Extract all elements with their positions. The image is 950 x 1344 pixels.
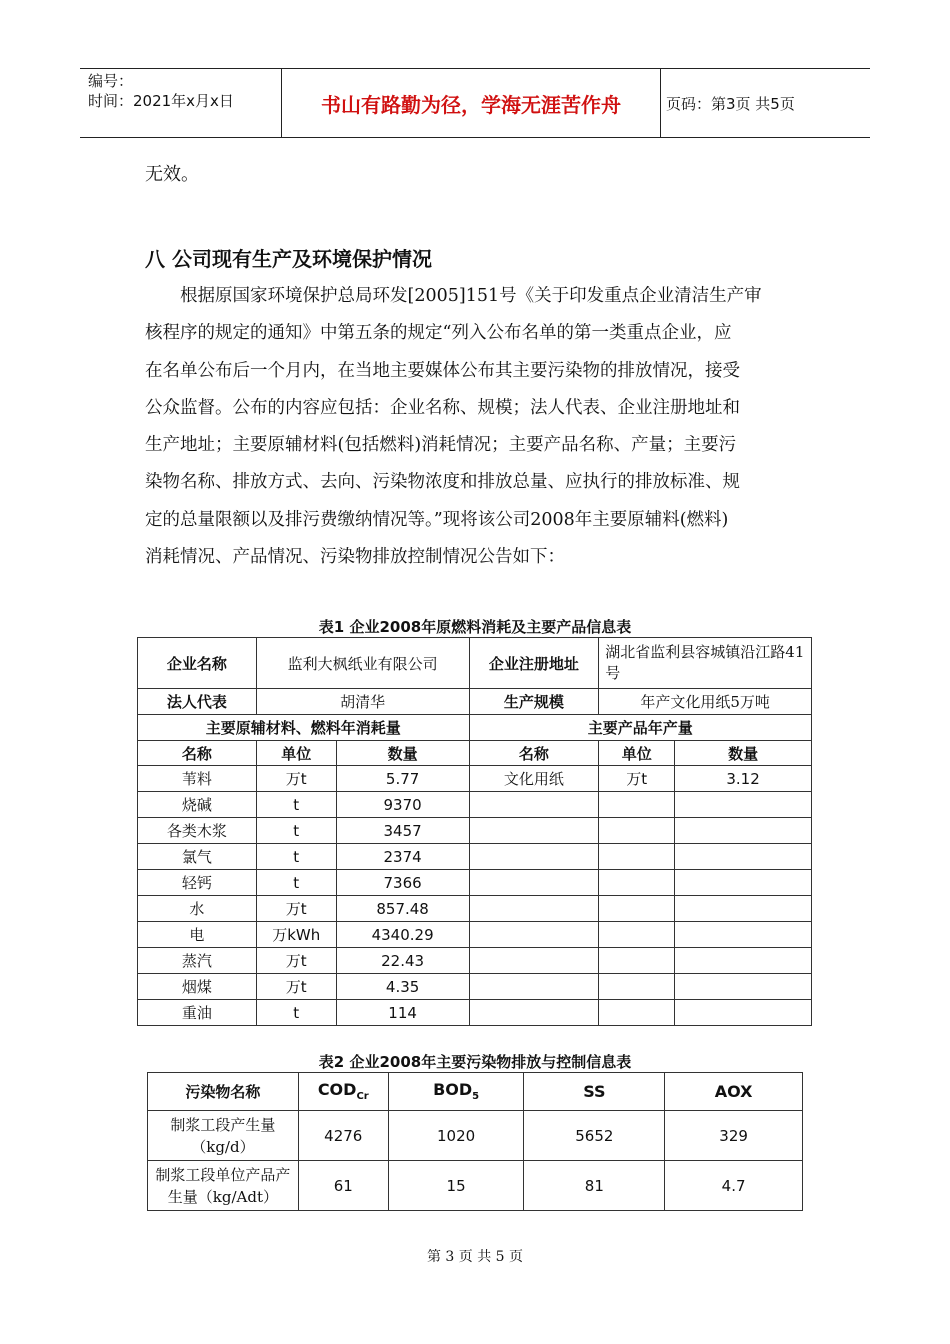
table-row [138,818,812,844]
aox-value: 4.7 [665,1161,803,1211]
empty-cell [469,922,599,948]
material-unit: t [256,1000,336,1026]
material-qty: 857.48 [336,896,469,922]
empty-cell [675,1000,812,1026]
bod-label: BOD [433,1080,473,1100]
empty-cell [469,870,599,896]
col-unit: 单位 [599,741,675,766]
empty-cell [469,844,599,870]
material-name: 烟煤 [138,974,257,1000]
company-label: 企业名称 [138,638,257,689]
col-qty: 数量 [336,741,469,766]
legal-label: 法人代表 [138,689,257,715]
empty-cell [675,844,812,870]
address-label: 企业注册地址 [469,638,599,689]
material-qty: 4.35 [336,974,469,1000]
col-aox: AOX [665,1073,803,1111]
scale-value: 年产文化用纸5万吨 [599,689,812,715]
table-row [138,974,812,1000]
aox-value: 329 [665,1111,803,1161]
table-row [138,922,812,948]
empty-cell [469,948,599,974]
col-name: 名称 [138,741,257,766]
bod-value: 15 [388,1161,524,1211]
header-meta [80,69,282,137]
empty-cell [599,1000,675,1026]
material-name: 各类木浆 [138,818,257,844]
table-row [148,1111,803,1161]
col-pollutant: 污染物名称 [148,1073,299,1111]
col-cod [298,1073,388,1111]
table2 [147,1072,803,1211]
paragraph-line: 生产地址；主要原辅材料(包括燃料)消耗情况；主要产品名称、产量；主要污 [145,435,737,456]
table-row [138,870,812,896]
empty-cell [675,922,812,948]
material-name: 电 [138,922,257,948]
row-label: 制浆工段单位产品产生量（kg/Adt） [148,1161,299,1211]
material-qty: 114 [336,1000,469,1026]
empty-cell [469,818,599,844]
table-row [138,896,812,922]
material-qty: 2374 [336,844,469,870]
material-unit: 万kWh [256,922,336,948]
prev-text: 无效。 [145,164,199,185]
empty-cell [675,896,812,922]
empty-cell [599,792,675,818]
empty-cell [599,922,675,948]
table-row [138,844,812,870]
material-name: 烧碱 [138,792,257,818]
empty-cell [469,974,599,1000]
material-name: 氯气 [138,844,257,870]
product-name: 文化用纸 [469,766,599,792]
empty-cell [675,948,812,974]
paragraph-line: 染物名称、排放方式、去向、污染物浓度和排放总量、应执行的排放标准、规 [145,472,740,493]
company-value: 监利大枫纸业有限公司 [256,638,469,689]
col-qty: 数量 [675,741,812,766]
products-header: 主要产品年产量 [469,715,811,741]
header-page-info: 页码：第3页 共5页 [666,94,795,113]
table-row [148,1161,803,1211]
empty-cell [675,792,812,818]
empty-cell [599,870,675,896]
material-name: 蒸汽 [138,948,257,974]
time-label: 时间：2021年x月x日 [88,92,234,110]
bod-subscript: 5 [472,1091,480,1103]
col-unit: 单位 [256,741,336,766]
empty-cell [469,1000,599,1026]
paragraph-line: 消耗情况、产品情况、污染物排放控制情况公告如下： [145,547,565,568]
body-paragraph [145,278,807,576]
table2-caption: 表2 企业2008年主要污染物排放与控制信息表 [318,1053,632,1071]
section-heading: 八 公司现有生产及环境保护情况 [145,247,432,271]
table-row [138,766,812,792]
cod-value: 4276 [298,1111,388,1161]
empty-cell [599,974,675,1000]
material-qty: 22.43 [336,948,469,974]
material-unit: t [256,844,336,870]
col-name: 名称 [469,741,599,766]
empty-cell [599,844,675,870]
page-header [80,68,870,138]
paragraph-line: 在名单公布后一个月内，在当地主要媒体公布其主要污染物的排放情况，接受 [145,360,740,381]
page-footer: 第 3 页 共 5 页 [426,1249,524,1265]
materials-header: 主要原辅材料、燃料年消耗量 [138,715,470,741]
empty-cell [599,896,675,922]
table-row [138,1000,812,1026]
empty-cell [675,974,812,1000]
paragraph-line: 核程序的规定的通知》中第五条的规定“列入公布名单的第一类重点企业，应 [145,323,732,344]
table1 [137,637,812,1026]
col-bod [388,1073,524,1111]
empty-cell [469,896,599,922]
ss-value: 5652 [524,1111,665,1161]
product-qty: 3.12 [675,766,812,792]
empty-cell [599,948,675,974]
header-motto: 书山有路勤为径，学海无涯苦作舟 [282,69,661,137]
material-unit: 万t [256,974,336,1000]
material-unit: 万t [256,766,336,792]
material-name: 水 [138,896,257,922]
ss-value: 81 [524,1161,665,1211]
bod-value: 1020 [388,1111,524,1161]
material-unit: t [256,792,336,818]
material-qty: 7366 [336,870,469,896]
cod-label: COD [317,1080,357,1100]
table-row [138,948,812,974]
material-unit: 万t [256,948,336,974]
empty-cell [599,818,675,844]
material-qty: 4340.29 [336,922,469,948]
material-unit: 万t [256,896,336,922]
paragraph-line: 根据原国家环境保护总局环发[2005]151号《关于印发重点企业清洁生产审 [145,286,762,306]
material-name: 轻钙 [138,870,257,896]
material-unit: t [256,870,336,896]
material-unit: t [256,818,336,844]
empty-cell [675,818,812,844]
address-value: 湖北省监利县容城镇沿江路41号 [599,638,812,689]
col-ss: SS [524,1073,665,1111]
product-unit: 万t [599,766,675,792]
number-label: 编号： [88,72,134,90]
material-qty: 5.77 [336,766,469,792]
table1-caption: 表1 企业2008年原燃料消耗及主要产品信息表 [318,618,632,636]
material-name: 苇料 [138,766,257,792]
paragraph-line: 定的总量限额以及排污费缴纳情况等。”现将该公司2008年主要原辅料(燃料) [145,509,729,530]
row-label: 制浆工段产生量（kg/d） [148,1111,299,1161]
paragraph-line: 公众监督。公布的内容应包括：企业名称、规模；法人代表、企业注册地址和 [145,397,740,418]
scale-label: 生产规模 [469,689,599,715]
cod-value: 61 [298,1161,388,1211]
empty-cell [469,792,599,818]
cod-subscript: Cr [356,1091,369,1103]
table-row [138,792,812,818]
material-qty: 3457 [336,818,469,844]
legal-value: 胡清华 [256,689,469,715]
material-qty: 9370 [336,792,469,818]
empty-cell [675,870,812,896]
material-name: 重油 [138,1000,257,1026]
